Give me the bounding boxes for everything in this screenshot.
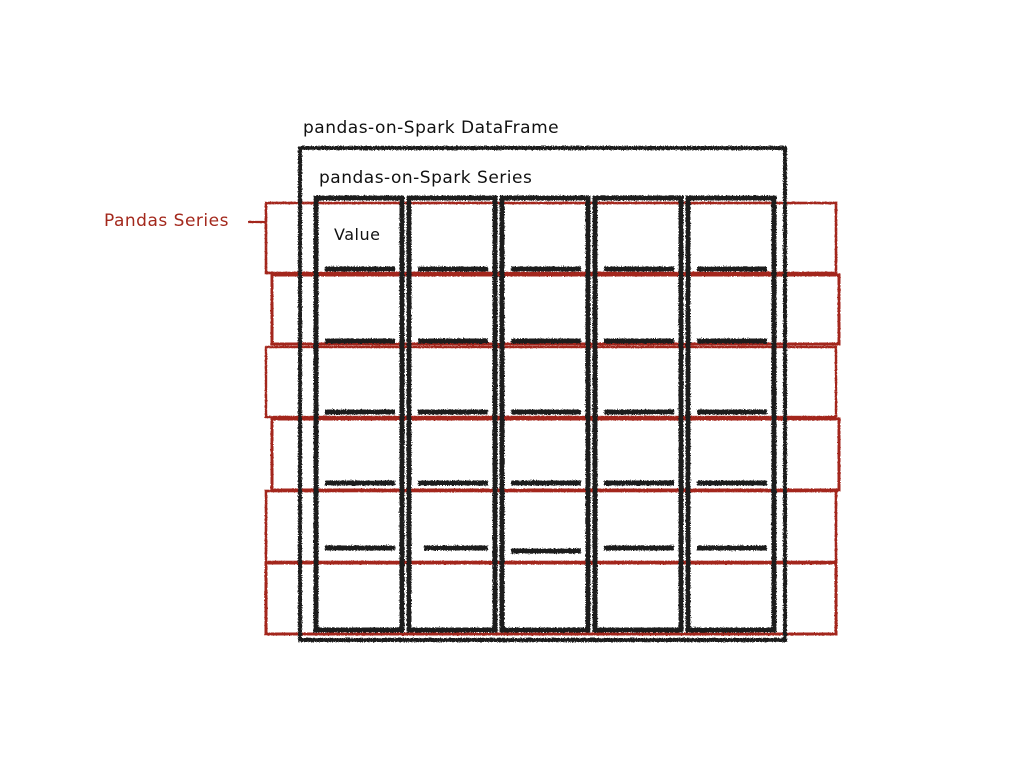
cell-divider-group [325,269,767,551]
pandas-series-row [266,347,836,417]
spark-series-title-label: pandas-on-Spark Series [319,168,533,188]
pandas-series-row [272,275,839,344]
pandas-series-row [266,563,836,634]
pandas-series-row [272,419,839,490]
dataframe-outer-box [300,148,785,640]
cell-value-label: Value [334,225,381,244]
dataframe-title-label: pandas-on-Spark DataFrame [303,118,560,138]
pandas-series-label: Pandas Series [104,211,229,231]
